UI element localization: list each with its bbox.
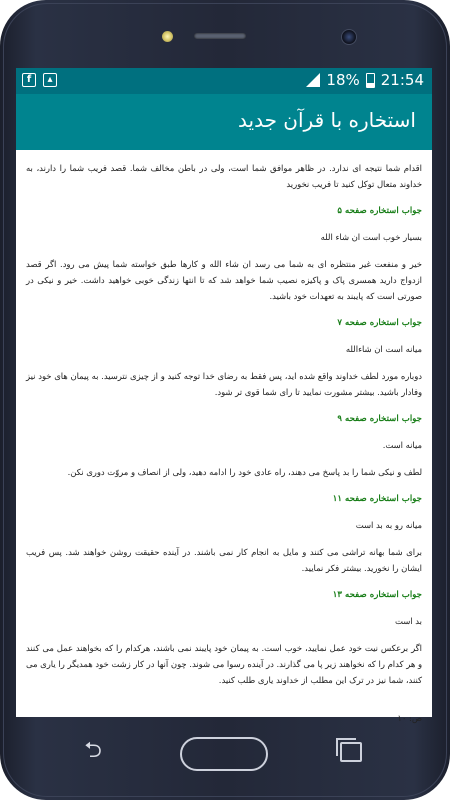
- paragraph: خیر و منفعت غیر منتظره ای به شما می رسد ان شاء الله و کارها طبق خواسته شما پیش می رود. اگر قصد ازدواج دارید همسری پاک و پاکیزه نصیب شما خواهد شد که تا انتها زندگی خوبی خواهید داشت. خیر و نیکی در صورتی است که پایبند به تعهدات خود باشید.: [26, 259, 422, 301]
- paragraph: دوباره مورد لطف خداوند واقع شده اید، پس فقط به رضای خدا توجه کنید و از چیزی نترسید. به پیمان های خود نیز وفادار باشید. بیشتر مشورت نمایید تا رای شما قوی تر شود.: [26, 371, 422, 397]
- clock: 21:54: [380, 71, 424, 89]
- paragraph: اگر برعکس نیت خود عمل نمایید، خوب است. به پیمان خود پایبند نمی باشند، هرکدام را که بخواهند عمل می کنند و هر کدام را که نخواهند زیر پا می گذارند. در آینده رسوا می شوند. چون آنها در کار زشت خود همدیگر را یاری می کنند، شما نیز در ترک این مطلب از خداوند یاری طلب کنید.: [26, 643, 422, 685]
- section-heading: جواب استخاره صفحه ۹: [337, 414, 422, 424]
- section-heading: جواب استخاره صفحه ۱۱: [332, 494, 422, 504]
- status-bar: [16, 68, 432, 94]
- app-bar: [16, 94, 432, 150]
- page-number: ص: ۱۰: [397, 713, 422, 723]
- paragraph: بد است: [395, 616, 422, 626]
- back-arrow-icon[interactable]: ⮌: [84, 738, 102, 763]
- front-camera: [341, 29, 357, 45]
- battery-percent: 18%: [326, 71, 360, 89]
- paragraph: میانه است.: [382, 440, 422, 450]
- paragraph: میانه است ان شاءالله: [345, 344, 422, 354]
- content-scroll[interactable]: [16, 150, 432, 726]
- paragraph: میانه رو به بد است: [355, 520, 422, 530]
- section-heading: جواب استخاره صفحه ۵: [337, 206, 422, 216]
- home-button[interactable]: [180, 737, 268, 771]
- navigation-bar: [0, 717, 450, 800]
- battery-icon: [366, 73, 375, 88]
- section-heading: جواب استخاره صفحه ۱۳: [332, 590, 422, 600]
- facebook-icon: f: [22, 73, 36, 87]
- paragraph: برای شما بهانه تراشی می کنند و مایل به انجام کار نمی باشند. در آینده حقیقت روشن خواهند شد. پس فریب ایشان را نخورید. بیشتر فکر نمایید.: [26, 547, 422, 573]
- section-heading: جواب استخاره صفحه ۷: [337, 318, 422, 328]
- paragraph: بسیار خوب است ان شاء الله: [320, 232, 422, 242]
- screen: [16, 68, 432, 723]
- paragraph: لطف و نیکی شما را بد پاسخ می دهند، راه عادی خود را ادامه دهید، ولی از انصاف و مروّت دوری نکن.: [67, 467, 422, 477]
- image-icon: ▴: [43, 73, 57, 87]
- app-title: استخاره با قرآن جدید: [238, 108, 416, 132]
- signal-icon: [306, 73, 320, 87]
- paragraph: اقدام شما نتیجه ای ندارد. در ظاهر موافق شما است، ولی در باطن مخالف شما. قصد فریب شما را دارند، به خداوند متعال توکل کنید تا فریب نخورید: [26, 163, 422, 189]
- earpiece-speaker: [194, 33, 246, 39]
- recent-apps-icon[interactable]: [340, 742, 362, 762]
- proximity-sensor: [162, 31, 173, 42]
